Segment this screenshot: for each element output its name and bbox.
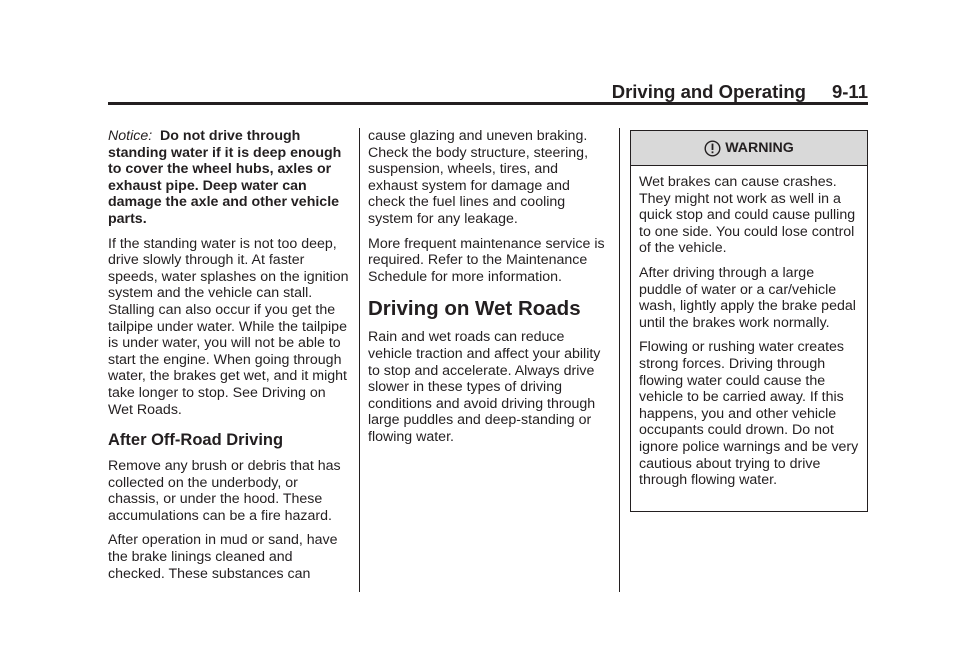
column-divider-1 — [359, 128, 360, 592]
warning-title: WARNING — [725, 140, 794, 156]
page-header — [108, 80, 868, 104]
maintenance-paragraph: More frequent maintenance service is required. Refer to the Maintenance Schedule for more information. — [368, 235, 605, 285]
warning-body — [631, 166, 867, 489]
after-off-road-heading: After Off-Road Driving — [108, 431, 284, 450]
column-middle — [368, 128, 608, 454]
notice — [108, 128, 352, 228]
header-divider — [108, 102, 868, 105]
column-divider-2 — [619, 128, 620, 592]
section-title: Driving and Operating — [611, 81, 806, 102]
glazing-paragraph: cause glazing and uneven braking. Check the body structure, steering, suspension, wheels, tires, and exhaust system for damage and check the fuel lines and cooling system for any leakage. — [368, 128, 589, 227]
warning-circle-icon — [704, 140, 721, 157]
notice-text: Do not drive through standing water if it is deep enough to cover the wheel hubs, axles or exhaust pipe. Deep water can damage the axle and other vehicle parts. — [108, 128, 342, 227]
wet-brakes-paragraph: Wet brakes can cause crashes. They might not work as well in a quick stop and could cause pulling to one side. You could lose control of the vehicle. — [639, 174, 856, 257]
puddle-paragraph: After driving through a large puddle of water or a car/vehicle wash, lightly apply the brake pedal until the brakes work normally. — [639, 264, 856, 331]
warning-box — [630, 130, 868, 512]
debris-paragraph: Remove any brush or debris that has collected on the underbody, or chassis, or under the hood. These accumulations can be a fire hazard. — [108, 458, 341, 524]
flowing-water-paragraph: Flowing or rushing water creates strong forces. Driving through flowing water could cause the vehicle to be carried away. If this happens, you and other vehicle occupants could drown. Do not ignore police warnings and be very cautious about trying to drive through flowing water. — [639, 339, 859, 489]
page-number: 9-11 — [831, 81, 868, 102]
notice-label: Notice: — [108, 128, 153, 144]
column-left — [108, 128, 352, 590]
wet-roads-paragraph: Rain and wet roads can reduce vehicle traction and affect your ability to stop and accelerate. Always drive slower in these types of driving conditions and avoid driving through large puddles and deep-standing or flowing water. — [368, 329, 601, 445]
warning-header — [631, 131, 867, 166]
mud-sand-paragraph: After operation in mud or sand, have the brake linings cleaned and checked. These substances can — [108, 532, 338, 582]
wet-roads-heading: Driving on Wet Roads — [368, 297, 581, 321]
standing-water-paragraph: If the standing water is not too deep, drive slowly through it. At faster speeds, water splashes on the ignition system and the vehicle can stall. Stalling can also occur if you get the tailpipe under water. While the tailpipe is under water, you will not be able to start the engine. When going through water, the brakes get wet, and it might take longer to stop. See Driving on Wet Roads. — [108, 235, 349, 418]
